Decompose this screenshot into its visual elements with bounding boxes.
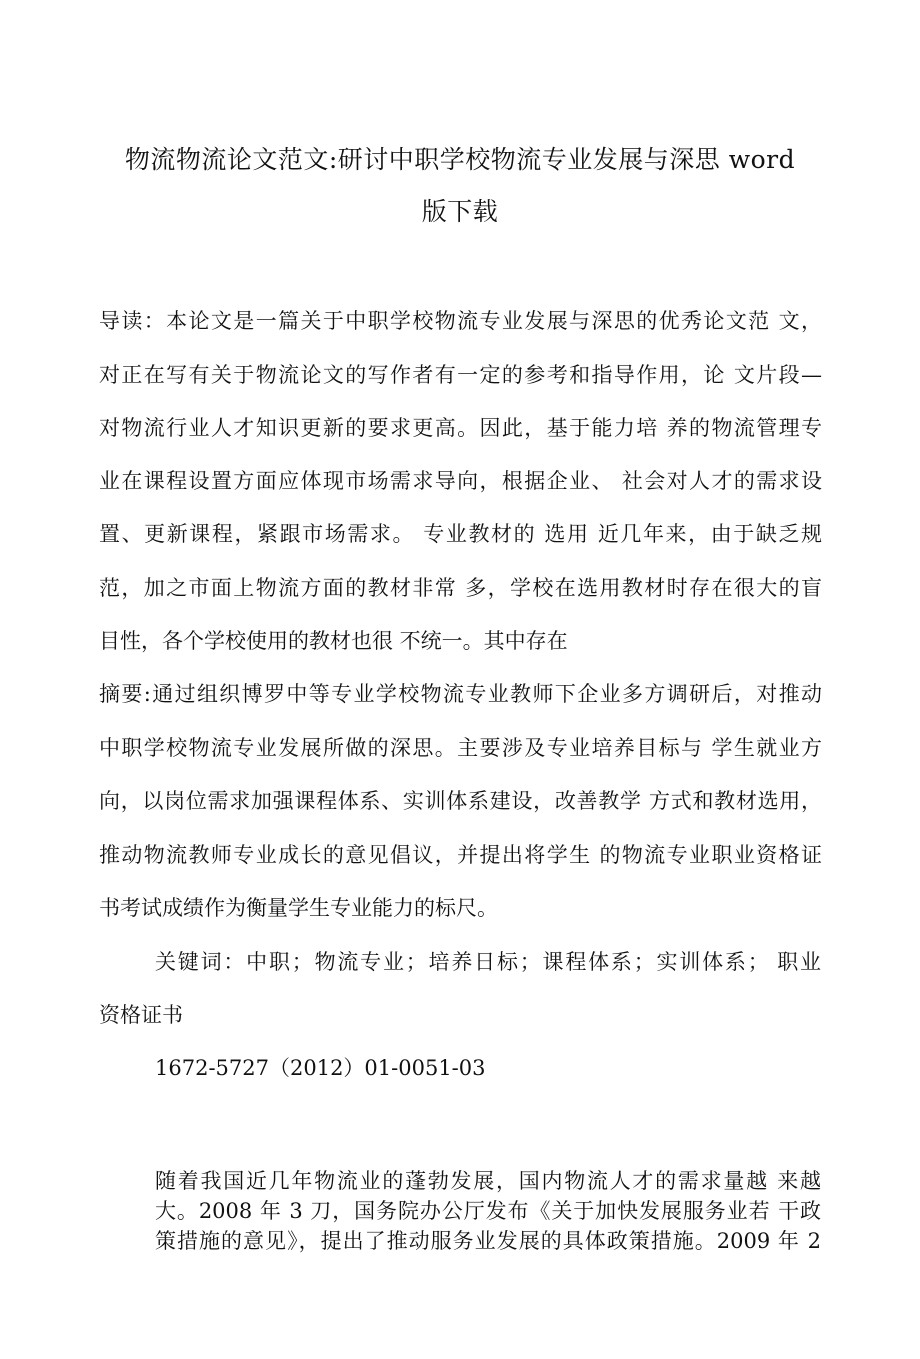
body-line: 大。2008 年 3 刀，国务院办公厅发布《关于加快发展服务业若 干政: [155, 1199, 821, 1223]
abstract-line: 推动物流教师专业成长的意见倡议，并提出将学生 的物流专业职业资格证: [99, 843, 822, 867]
intro-line: 对物流行业人才知识更新的要求更高。因此，基于能力培 养的物流管理专: [99, 416, 822, 440]
abstract-line: 向，以岗位需求加强课程体系、实训体系建设，改善教学 方式和教材选用，: [99, 789, 822, 813]
body-line: 策措施的意见》，提出了推动服务业发展的具体政策措施。2009 年 2: [155, 1229, 821, 1253]
keywords-line: 资格证书: [99, 1003, 183, 1027]
abstract-line: 摘要:通过组织博罗中等专业学校物流专业教师下企业多方调研后，对推动: [99, 682, 822, 706]
title-line-1: 物流物流论文范文:研讨中职学校物流专业发展与深思 word: [124, 145, 796, 174]
abstract-line: 中职学校物流专业发展所做的深思。主要涉及专业培养目标与 学生就业方: [99, 736, 822, 760]
intro-line: 对正在写有关于物流论文的写作者有一定的参考和指导作用，论 文片段—: [99, 363, 822, 387]
keywords-line: 关键词：中职；物流专业；培养日标；课程体系；实训体系； 职业: [155, 950, 821, 974]
intro-line: 目性，各个学校使用的教材也很 不统一。其中存在: [99, 629, 568, 653]
body-line: 随着我国近几年物流业的蓬勃发展，国内物流人才的需求量越 来越: [155, 1169, 821, 1193]
intro-line: 置、更新课程，紧跟市场需求。 专业教材的 选用 近几年来，由于缺乏规: [99, 522, 822, 546]
intro-line: 范，加之市面上物流方面的教材非常 多，学校在选用教材时存在很大的盲: [99, 576, 822, 600]
document-code: 1672-5727（2012）01-0051-03: [155, 1056, 486, 1080]
title-line-2: 版下载: [421, 197, 499, 226]
intro-line: 业在课程设置方面应体现市场需求导向，根据企业、 社会对人才的需求设: [99, 469, 822, 493]
abstract-line: 书考试成绩作为衡量学生专业能力的标尺。: [99, 896, 498, 920]
intro-line: 导读：本论文是一篇关于中职学校物流专业发展与深思的优秀论文范 文，: [99, 309, 822, 333]
document-title: [98, 134, 822, 238]
